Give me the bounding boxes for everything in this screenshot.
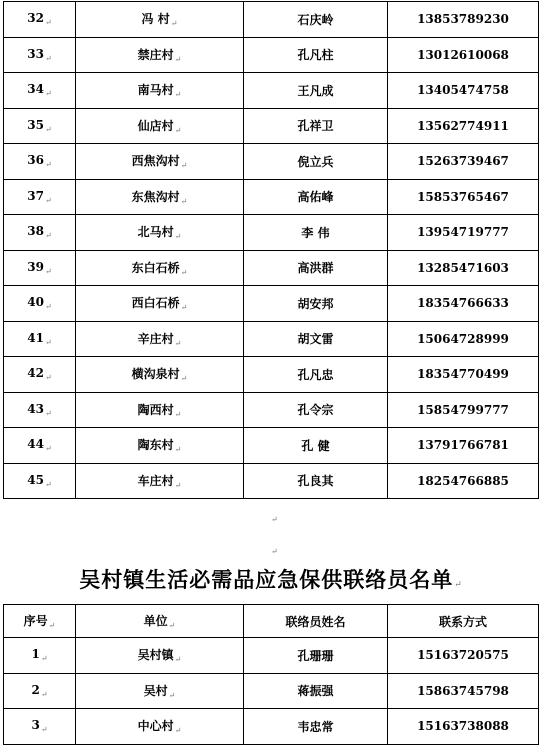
table-row xyxy=(4,428,539,464)
table-row xyxy=(4,463,539,499)
cell-no: 41 ↵ xyxy=(4,321,76,357)
cell-no: 1 ↵ xyxy=(4,638,76,674)
header-no: 序号 ↵ xyxy=(4,605,76,638)
cell-unit: 横沟泉村 ↵ xyxy=(76,357,244,393)
cell-no: 37 ↵ xyxy=(4,179,76,215)
cell-phone: 15163738088 xyxy=(388,709,539,745)
cell-phone: 15853765467 xyxy=(388,179,539,215)
cell-contact-name: 李 伟 xyxy=(244,215,388,251)
cell-phone: 15163720575 xyxy=(388,638,539,674)
cell-unit: 北马村 ↵ xyxy=(76,215,244,251)
table-row xyxy=(4,73,539,109)
cell-unit: 辛庄村 ↵ xyxy=(76,321,244,357)
header-phone: 联系方式 xyxy=(388,605,539,638)
cell-unit: 东焦沟村 ↵ xyxy=(76,179,244,215)
cell-contact-name: 倪立兵 xyxy=(244,144,388,180)
cell-contact-name: 石庆岭 xyxy=(244,2,388,38)
cell-contact-name: 胡文雷 xyxy=(244,321,388,357)
cell-no: 34 ↵ xyxy=(4,73,76,109)
cell-no: 32 ↵ xyxy=(4,2,76,38)
cell-phone: 15064728999 xyxy=(388,321,539,357)
table-row xyxy=(4,144,539,180)
cell-no: 2 ↵ xyxy=(4,673,76,709)
cell-contact-name: 高佑峰 xyxy=(244,179,388,215)
village-contacts-table xyxy=(3,1,539,499)
cell-unit: 南马村 ↵ xyxy=(76,73,244,109)
table-row xyxy=(4,321,539,357)
cell-contact-name: 孔 健 xyxy=(244,428,388,464)
cell-no: 38 ↵ xyxy=(4,215,76,251)
cell-contact-name: 孔凡柱 xyxy=(244,37,388,73)
paragraph-mark: ↵ xyxy=(271,547,278,556)
table-row xyxy=(4,673,539,709)
cell-no: 35 ↵ xyxy=(4,108,76,144)
cell-contact-name: 胡安邦 xyxy=(244,286,388,322)
cell-no: 42 ↵ xyxy=(4,357,76,393)
table-row xyxy=(4,357,539,393)
cell-unit: 仙店村 ↵ xyxy=(76,108,244,144)
cell-phone: 13853789230 xyxy=(388,2,539,38)
table-row xyxy=(4,250,539,286)
cell-unit: 西白石桥 ↵ xyxy=(76,286,244,322)
cell-phone: 13791766781 xyxy=(388,428,539,464)
cell-phone: 13012610068 xyxy=(388,37,539,73)
cell-phone: 18354770499 xyxy=(388,357,539,393)
cell-no: 39 ↵ xyxy=(4,250,76,286)
cell-phone: 15263739467 xyxy=(388,144,539,180)
cell-contact-name: 孔良其 xyxy=(244,463,388,499)
cell-no: 40 ↵ xyxy=(4,286,76,322)
header-name: 联络员姓名 xyxy=(244,605,388,638)
cell-no: 44 ↵ xyxy=(4,428,76,464)
cell-phone: 13954719777 xyxy=(388,215,539,251)
table-row xyxy=(4,392,539,428)
page-title: 吴村镇生活必需品应急保供联络员名单 ↵ xyxy=(0,564,542,594)
cell-phone: 13562774911 xyxy=(388,108,539,144)
paragraph-mark: ↵ xyxy=(271,515,278,524)
table-row xyxy=(4,179,539,215)
cell-phone: 18254766885 xyxy=(388,463,539,499)
header-unit: 单位 ↵ xyxy=(76,605,244,638)
cell-unit: 东白石桥 ↵ xyxy=(76,250,244,286)
cell-contact-name: 韦忠常 xyxy=(244,709,388,745)
cell-no: 43 ↵ xyxy=(4,392,76,428)
cell-unit: 禁庄村 ↵ xyxy=(76,37,244,73)
cell-no: 36 ↵ xyxy=(4,144,76,180)
cell-contact-name: 王凡成 xyxy=(244,73,388,109)
cell-contact-name: 孔珊珊 xyxy=(244,638,388,674)
cell-contact-name: 孔凡忠 xyxy=(244,357,388,393)
cell-contact-name: 孔祥卫 xyxy=(244,108,388,144)
cell-no: 33 ↵ xyxy=(4,37,76,73)
cell-contact-name: 蒋振强 xyxy=(244,673,388,709)
cell-unit: 吴村 ↵ xyxy=(76,673,244,709)
supply-liaison-table xyxy=(3,604,539,745)
cell-unit: 吴村镇 ↵ xyxy=(76,638,244,674)
table-row xyxy=(4,108,539,144)
cell-unit: 冯 村 ↵ xyxy=(76,2,244,38)
cell-phone: 13405474758 xyxy=(388,73,539,109)
cell-phone: 18354766633 xyxy=(388,286,539,322)
cell-no: 3 ↵ xyxy=(4,709,76,745)
cell-unit: 车庄村 ↵ xyxy=(76,463,244,499)
cell-unit: 陶西村 ↵ xyxy=(76,392,244,428)
table-row xyxy=(4,286,539,322)
table-row xyxy=(4,2,539,38)
cell-unit: 陶东村 ↵ xyxy=(76,428,244,464)
cell-contact-name: 孔令宗 xyxy=(244,392,388,428)
table-row xyxy=(4,709,539,745)
table-row xyxy=(4,37,539,73)
table-row xyxy=(4,215,539,251)
cell-contact-name: 高洪群 xyxy=(244,250,388,286)
cell-no: 45 ↵ xyxy=(4,463,76,499)
cell-phone: 15854799777 xyxy=(388,392,539,428)
cell-phone: 13285471603 xyxy=(388,250,539,286)
table-row xyxy=(4,638,539,674)
table-header-row xyxy=(4,605,539,638)
cell-phone: 15863745798 xyxy=(388,673,539,709)
cell-unit: 中心村 ↵ xyxy=(76,709,244,745)
cell-unit: 西焦沟村 ↵ xyxy=(76,144,244,180)
